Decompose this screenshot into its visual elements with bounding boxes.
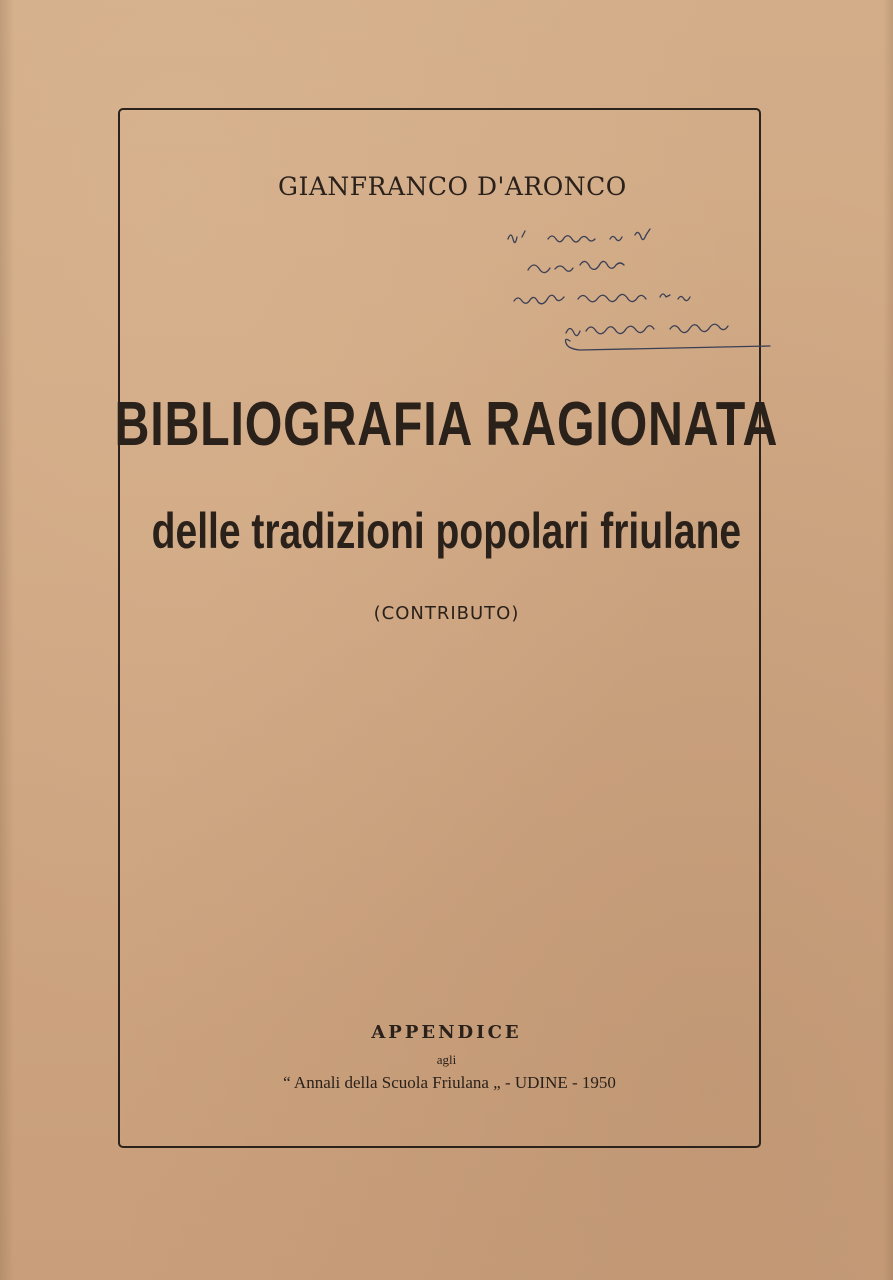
handwritten-dedication [500, 225, 800, 365]
appendix-label: APPENDICE [371, 1022, 522, 1043]
agli-label: agli [436, 1052, 457, 1067]
contribution-note: (CONTRIBUTO) [373, 603, 520, 624]
book-title: BIBLIOGRAFIA RAGIONATA [114, 390, 779, 459]
publication-line: “ Annali della Scuola Friulana „ - UDINE - 1950 [283, 1073, 616, 1092]
author-name: GIANFRANCO D'ARONCO [278, 172, 627, 201]
dedication-scribble [500, 225, 800, 365]
book-subtitle: delle tradizioni popolari friulane [151, 503, 742, 559]
